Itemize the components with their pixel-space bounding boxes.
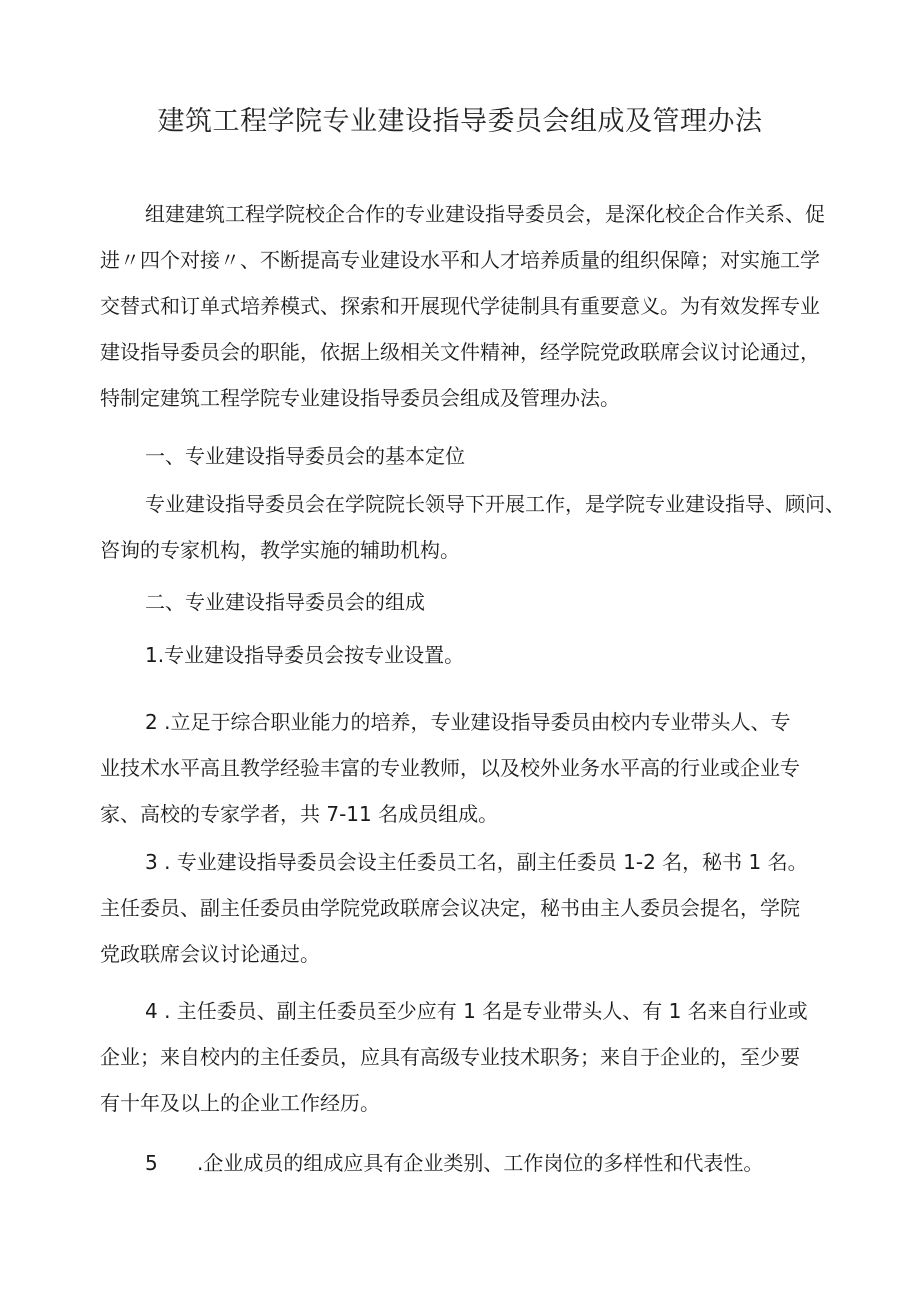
list-item-1: 1.专业建设指导委员会按专业设置。 xyxy=(145,643,465,667)
section1-paragraph xyxy=(100,481,845,573)
section-heading-2: 二、专业建设指导委员会的组成 xyxy=(145,590,425,614)
intro-line: 组建建筑工程学院校企合作的专业建设指导委员会，是深化校企合作关系、促 xyxy=(145,202,825,226)
intro-line: 进〃四个对接〃、不断提高专业建设水平和人才培养质量的组织保障；对实施工学 xyxy=(100,248,820,272)
section-heading-1: 一、专业建设指导委员会的基本定位 xyxy=(145,444,465,468)
section1-line: 咨询的专家机构，教学实施的辅助机构。 xyxy=(100,538,460,562)
intro-paragraph xyxy=(100,191,830,421)
item2-line: 家、高校的专家学者，共 7-11 名成员组成。 xyxy=(100,802,499,826)
item2-line: 2 .立足于综合职业能力的培养，专业建设指导委员由校内专业带头人、专 xyxy=(145,710,791,734)
intro-line: 特制定建筑工程学院专业建设指导委员会组成及管理办法。 xyxy=(100,386,620,410)
list-item-5 xyxy=(100,1140,830,1186)
item5-text: .企业成员的组成应具有企业类别、工作岗位的多样性和代表性。 xyxy=(197,1151,764,1175)
list-item-2 xyxy=(100,699,830,837)
list-item-3 xyxy=(100,839,830,977)
item4-line: 4 . 主任委员、副主任委员至少应有 1 名是专业带头人、有 1 名来自行业或 xyxy=(145,999,808,1023)
item3-line: 3 . 专业建设指导委员会设主任委员工名，副主任委员 1-2 名，秘书 1 名。 xyxy=(145,850,808,874)
item3-line: 主任委员、副主任委员由学院党政联席会议决定，秘书由主人委员会提名，学院 xyxy=(100,896,800,920)
item4-line: 企业；来自校内的主任委员，应具有高级专业技术职务；来自于企业的，至少要 xyxy=(100,1045,800,1069)
item2-line: 业技术水平高且教学经验丰富的专业教师，以及校外业务水平高的行业或企业专 xyxy=(100,756,800,780)
item3-line: 党政联席会议讨论通过。 xyxy=(100,942,320,966)
section1-line: 专业建设指导委员会在学院院长领导下开展工作，是学院专业建设指导、顾问、 xyxy=(145,492,845,516)
item5-number: 5 xyxy=(145,1151,158,1175)
list-item-4 xyxy=(100,988,830,1126)
intro-line: 建设指导委员会的职能，依据上级相关文件精神，经学院党政联席会议讨论通过， xyxy=(100,340,820,364)
document-title: 建筑工程学院专业建设指导委员会组成及管理办法 xyxy=(157,106,763,137)
item4-line: 有十年及以上的企业工作经历。 xyxy=(100,1091,380,1115)
intro-line: 交替式和订单式培养模式、探索和开展现代学徒制具有重要意义。为有效发挥专业 xyxy=(100,294,820,318)
